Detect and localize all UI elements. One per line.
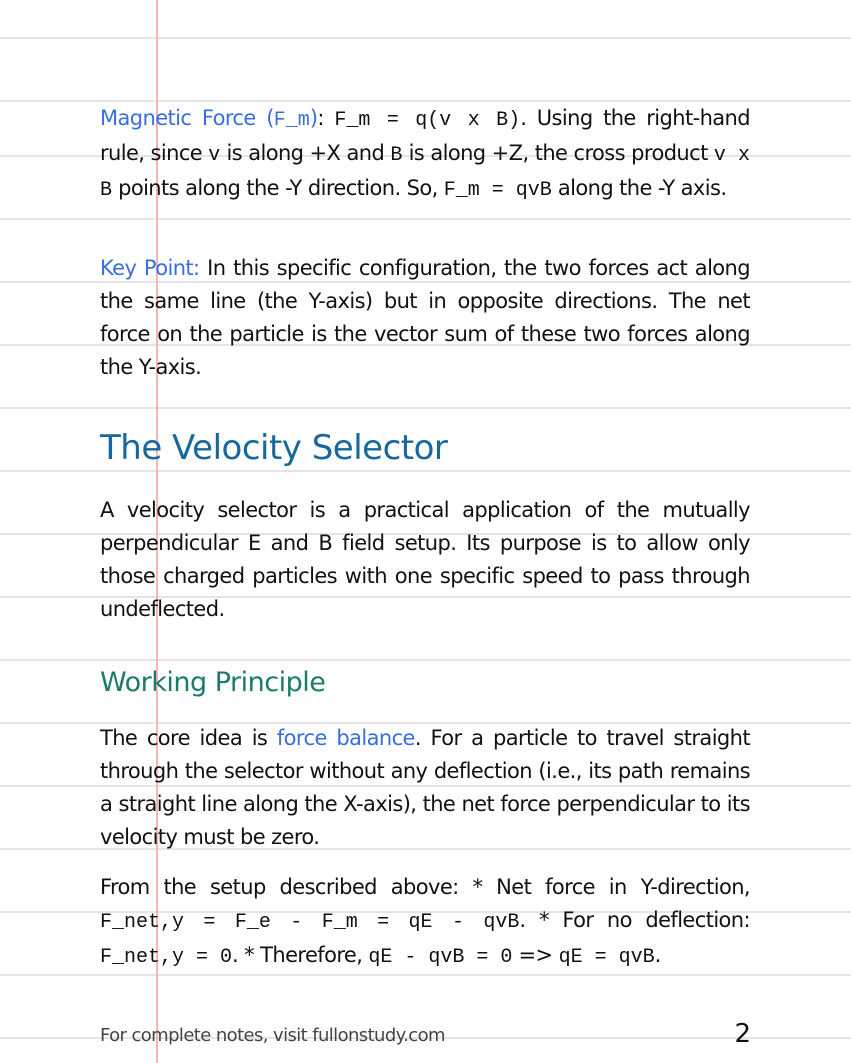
key-point-label: Key Point: <box>100 256 200 280</box>
paragraph-magnetic-force: Magnetic Force (F_m): F_m = q(v x B). Using the right-hand rule, since v is along +X and B is along +Z, the cross product v x B points along the -Y direction. So, F_m = qvB along the -Y axis. <box>100 106 750 202</box>
term-label: Magnetic Force (F_m) <box>100 106 318 132</box>
subsection-heading: Working Principle <box>100 667 326 698</box>
footer-note: For complete notes, visit fullonstudy.com <box>100 1025 445 1046</box>
paragraph-derivation: From the setup described above: * Net force in Y-direction, F_net,y = F_e - F_m = qE - qvB. * For no deflection: F_net,y = 0. * Therefore, qE - qvB = 0 => qE = qvB. <box>100 875 750 969</box>
section-heading: The Velocity Selector <box>100 428 448 468</box>
page-number: 2 <box>734 1019 751 1049</box>
force-balance-term: force balance <box>276 726 415 750</box>
paragraph-velocity-selector: A velocity selector is a practical application of the mutually perpendicular E and B field setup. Its purpose is to allow only those charged particles with one specific speed to pass through undeflected. <box>100 498 750 621</box>
paragraph-working-principle: The core idea is force balance. For a particle to travel straight through the selector without any deflection (i.e., its path remains a straight line along the X-axis), the net force perpendicular to its velocity must be zero. <box>100 726 751 849</box>
paragraph-key-point: Key Point: In this specific configuration, the two forces act along the same line (the Y-axis) but in opposite directions. The net force on the particle is the vector sum of these two forces along the Y-axis. <box>100 256 750 379</box>
